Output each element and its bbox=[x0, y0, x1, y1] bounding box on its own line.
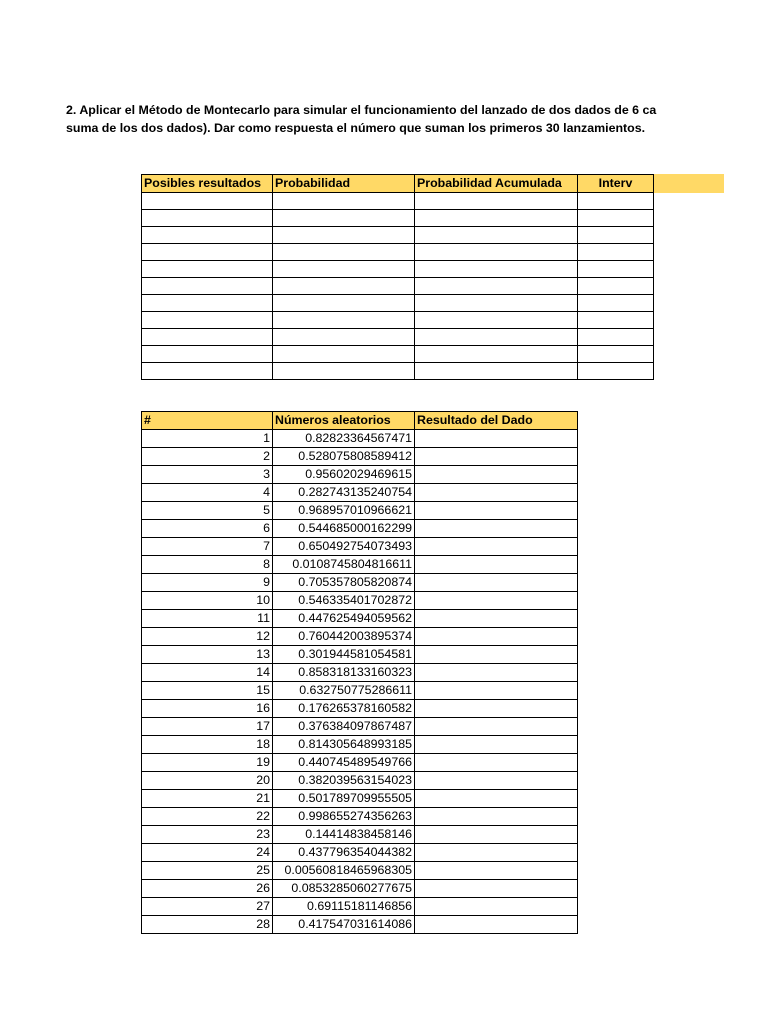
probability-row bbox=[142, 346, 654, 363]
random-row bbox=[142, 736, 578, 754]
dice-result-cell[interactable] bbox=[415, 808, 578, 826]
header-numeros-aleatorios[interactable]: Números aleatorios bbox=[273, 412, 415, 430]
probability-cell[interactable] bbox=[578, 329, 654, 346]
random-number-cell[interactable]: 0.0853285060277675 bbox=[273, 880, 415, 898]
dice-result-cell[interactable] bbox=[415, 736, 578, 754]
probability-cell[interactable] bbox=[142, 193, 273, 210]
random-row bbox=[142, 862, 578, 880]
random-number-cell[interactable]: 0.760442003895374 bbox=[273, 628, 415, 646]
row-index-cell[interactable]: 21 bbox=[142, 790, 273, 808]
probability-row bbox=[142, 227, 654, 244]
probability-cell[interactable] bbox=[142, 278, 273, 295]
dice-result-cell[interactable] bbox=[415, 862, 578, 880]
random-number-cell[interactable]: 0.00560818465968305 bbox=[273, 862, 415, 880]
row-index-cell[interactable]: 19 bbox=[142, 754, 273, 772]
header-fill-overflow bbox=[653, 174, 724, 193]
probability-cell[interactable] bbox=[273, 210, 415, 227]
row-index-cell[interactable]: 18 bbox=[142, 736, 273, 754]
random-number-cell[interactable]: 0.968957010966621 bbox=[273, 502, 415, 520]
dice-result-cell[interactable] bbox=[415, 700, 578, 718]
row-index-cell[interactable]: 23 bbox=[142, 826, 273, 844]
random-number-cell[interactable]: 0.998655274356263 bbox=[273, 808, 415, 826]
random-row bbox=[142, 700, 578, 718]
probability-cell[interactable] bbox=[142, 244, 273, 261]
dice-result-cell[interactable] bbox=[415, 898, 578, 916]
probability-cell[interactable] bbox=[273, 312, 415, 329]
probability-row bbox=[142, 193, 654, 210]
dice-result-cell[interactable] bbox=[415, 754, 578, 772]
row-index-cell[interactable]: 22 bbox=[142, 808, 273, 826]
random-number-cell[interactable]: 0.82823364567471 bbox=[273, 430, 415, 448]
random-row bbox=[142, 430, 578, 448]
random-row bbox=[142, 790, 578, 808]
instructions-line-1: 2. Aplicar el Método de Montecarlo para simular el funcionamiento del lanzado de dos dados de 6 ca bbox=[66, 103, 657, 117]
row-index-cell[interactable]: 10 bbox=[142, 592, 273, 610]
row-index-cell[interactable]: 16 bbox=[142, 700, 273, 718]
random-row bbox=[142, 628, 578, 646]
random-row bbox=[142, 880, 578, 898]
dice-result-cell[interactable] bbox=[415, 484, 578, 502]
random-row bbox=[142, 844, 578, 862]
random-number-cell[interactable]: 0.501789709955505 bbox=[273, 790, 415, 808]
random-number-cell[interactable]: 0.14414838458146 bbox=[273, 826, 415, 844]
probability-cell[interactable] bbox=[578, 278, 654, 295]
probability-cell[interactable] bbox=[415, 210, 578, 227]
random-row bbox=[142, 592, 578, 610]
probability-cell[interactable] bbox=[273, 193, 415, 210]
probability-row bbox=[142, 295, 654, 312]
dice-result-cell[interactable] bbox=[415, 718, 578, 736]
random-table-header bbox=[142, 412, 578, 430]
random-row bbox=[142, 808, 578, 826]
dice-result-cell[interactable] bbox=[415, 556, 578, 574]
probability-cell[interactable] bbox=[415, 278, 578, 295]
probability-cell[interactable] bbox=[578, 295, 654, 312]
probability-table bbox=[141, 174, 654, 380]
random-row bbox=[142, 538, 578, 556]
row-index-cell[interactable]: 24 bbox=[142, 844, 273, 862]
random-number-cell[interactable]: 0.382039563154023 bbox=[273, 772, 415, 790]
dice-result-cell[interactable] bbox=[415, 664, 578, 682]
dice-result-cell[interactable] bbox=[415, 880, 578, 898]
row-index-cell[interactable]: 1 bbox=[142, 430, 273, 448]
probability-cell[interactable] bbox=[578, 312, 654, 329]
dice-result-cell[interactable] bbox=[415, 502, 578, 520]
probability-row bbox=[142, 261, 654, 278]
probability-cell[interactable] bbox=[415, 227, 578, 244]
row-index-cell[interactable]: 25 bbox=[142, 862, 273, 880]
probability-cell[interactable] bbox=[142, 363, 273, 380]
random-row bbox=[142, 502, 578, 520]
random-number-cell[interactable]: 0.544685000162299 bbox=[273, 520, 415, 538]
random-number-cell[interactable]: 0.417547031614086 bbox=[273, 916, 415, 934]
probability-row bbox=[142, 312, 654, 329]
random-number-cell[interactable]: 0.301944581054581 bbox=[273, 646, 415, 664]
random-number-cell[interactable]: 0.440745489549766 bbox=[273, 754, 415, 772]
probability-cell[interactable] bbox=[578, 227, 654, 244]
row-index-cell[interactable]: 7 bbox=[142, 538, 273, 556]
random-number-cell[interactable]: 0.282743135240754 bbox=[273, 484, 415, 502]
dice-result-cell[interactable] bbox=[415, 826, 578, 844]
random-row bbox=[142, 556, 578, 574]
probability-cell[interactable] bbox=[415, 193, 578, 210]
dice-result-cell[interactable] bbox=[415, 646, 578, 664]
random-number-cell[interactable]: 0.0108745804816611 bbox=[273, 556, 415, 574]
dice-result-cell[interactable] bbox=[415, 844, 578, 862]
probability-cell[interactable] bbox=[415, 312, 578, 329]
probability-cell[interactable] bbox=[142, 261, 273, 278]
dice-result-cell[interactable] bbox=[415, 466, 578, 484]
row-index-cell[interactable]: 15 bbox=[142, 682, 273, 700]
dice-result-cell[interactable] bbox=[415, 610, 578, 628]
random-row bbox=[142, 448, 578, 466]
probability-cell[interactable] bbox=[273, 329, 415, 346]
row-index-cell[interactable]: 13 bbox=[142, 646, 273, 664]
dice-result-cell[interactable] bbox=[415, 790, 578, 808]
row-index-cell[interactable]: 6 bbox=[142, 520, 273, 538]
row-index-cell[interactable]: 14 bbox=[142, 664, 273, 682]
probability-cell[interactable] bbox=[415, 244, 578, 261]
row-index-cell[interactable]: 27 bbox=[142, 898, 273, 916]
random-row bbox=[142, 484, 578, 502]
probability-cell[interactable] bbox=[415, 329, 578, 346]
dice-result-cell[interactable] bbox=[415, 538, 578, 556]
probability-row bbox=[142, 329, 654, 346]
probability-cell[interactable] bbox=[578, 363, 654, 380]
header-probabilidad-acumulada[interactable]: Probabilidad Acumulada bbox=[415, 175, 578, 193]
probability-cell[interactable] bbox=[415, 261, 578, 278]
dice-result-cell[interactable] bbox=[415, 574, 578, 592]
row-index-cell[interactable]: 20 bbox=[142, 772, 273, 790]
random-row bbox=[142, 754, 578, 772]
probability-cell[interactable] bbox=[273, 295, 415, 312]
probability-cell[interactable] bbox=[273, 227, 415, 244]
probability-cell[interactable] bbox=[142, 329, 273, 346]
dice-result-cell[interactable] bbox=[415, 592, 578, 610]
probability-cell[interactable] bbox=[142, 210, 273, 227]
random-number-cell[interactable]: 0.632750775286611 bbox=[273, 682, 415, 700]
random-row bbox=[142, 772, 578, 790]
header-posibles-resultados[interactable]: Posibles resultados bbox=[142, 175, 273, 193]
row-index-cell[interactable]: 8 bbox=[142, 556, 273, 574]
random-number-cell[interactable]: 0.858318133160323 bbox=[273, 664, 415, 682]
probability-row bbox=[142, 278, 654, 295]
probability-row bbox=[142, 363, 654, 380]
random-row bbox=[142, 520, 578, 538]
random-number-cell[interactable]: 0.705357805820874 bbox=[273, 574, 415, 592]
header-number[interactable]: # bbox=[142, 412, 273, 430]
probability-cell[interactable] bbox=[273, 363, 415, 380]
probability-row bbox=[142, 210, 654, 227]
row-index-cell[interactable]: 11 bbox=[142, 610, 273, 628]
probability-cell[interactable] bbox=[142, 312, 273, 329]
probability-cell[interactable] bbox=[578, 261, 654, 278]
random-row bbox=[142, 610, 578, 628]
probability-cell[interactable] bbox=[273, 261, 415, 278]
row-index-cell[interactable]: 4 bbox=[142, 484, 273, 502]
instructions-line-2: suma de los dos dados). Dar como respuesta el número que suman los primeros 30 lanzamientos. bbox=[66, 121, 646, 135]
probability-cell[interactable] bbox=[273, 346, 415, 363]
random-number-cell[interactable]: 0.176265378160582 bbox=[273, 700, 415, 718]
random-row bbox=[142, 718, 578, 736]
random-numbers-table bbox=[141, 411, 578, 934]
row-index-cell[interactable]: 17 bbox=[142, 718, 273, 736]
probability-cell[interactable] bbox=[578, 244, 654, 261]
dice-result-cell[interactable] bbox=[415, 628, 578, 646]
random-number-cell[interactable]: 0.528075808589412 bbox=[273, 448, 415, 466]
random-row bbox=[142, 664, 578, 682]
header-intervalo[interactable]: Interv bbox=[578, 175, 654, 193]
dice-result-cell[interactable] bbox=[415, 682, 578, 700]
probability-cell[interactable] bbox=[578, 210, 654, 227]
dice-result-cell[interactable] bbox=[415, 772, 578, 790]
row-index-cell[interactable]: 28 bbox=[142, 916, 273, 934]
random-row bbox=[142, 898, 578, 916]
random-row bbox=[142, 826, 578, 844]
row-index-cell[interactable]: 26 bbox=[142, 880, 273, 898]
random-number-cell[interactable]: 0.69115181146856 bbox=[273, 898, 415, 916]
probability-cell[interactable] bbox=[578, 193, 654, 210]
random-number-cell[interactable]: 0.447625494059562 bbox=[273, 610, 415, 628]
probability-cell[interactable] bbox=[142, 346, 273, 363]
random-number-cell[interactable]: 0.437796354044382 bbox=[273, 844, 415, 862]
header-probabilidad[interactable]: Probabilidad bbox=[273, 175, 415, 193]
dice-result-cell[interactable] bbox=[415, 430, 578, 448]
probability-row bbox=[142, 244, 654, 261]
dice-result-cell[interactable] bbox=[415, 448, 578, 466]
random-row bbox=[142, 574, 578, 592]
header-resultado-del-dado[interactable]: Resultado del Dado bbox=[415, 412, 578, 430]
probability-cell[interactable] bbox=[142, 227, 273, 244]
row-index-cell[interactable]: 3 bbox=[142, 466, 273, 484]
row-index-cell[interactable]: 9 bbox=[142, 574, 273, 592]
probability-table-header bbox=[142, 175, 654, 193]
probability-cell[interactable] bbox=[142, 295, 273, 312]
probability-cell[interactable] bbox=[578, 346, 654, 363]
random-row bbox=[142, 916, 578, 934]
probability-cell[interactable] bbox=[273, 244, 415, 261]
random-row bbox=[142, 466, 578, 484]
random-number-cell[interactable]: 0.95602029469615 bbox=[273, 466, 415, 484]
row-index-cell[interactable]: 12 bbox=[142, 628, 273, 646]
probability-cell[interactable] bbox=[415, 295, 578, 312]
dice-result-cell[interactable] bbox=[415, 520, 578, 538]
random-number-cell[interactable]: 0.650492754073493 bbox=[273, 538, 415, 556]
probability-cell[interactable] bbox=[273, 278, 415, 295]
probability-cell[interactable] bbox=[415, 363, 578, 380]
random-row bbox=[142, 646, 578, 664]
row-index-cell[interactable]: 5 bbox=[142, 502, 273, 520]
probability-cell[interactable] bbox=[415, 346, 578, 363]
random-row bbox=[142, 682, 578, 700]
random-number-cell[interactable]: 0.546335401702872 bbox=[273, 592, 415, 610]
dice-result-cell[interactable] bbox=[415, 916, 578, 934]
instructions-text bbox=[66, 101, 768, 137]
row-index-cell[interactable]: 2 bbox=[142, 448, 273, 466]
random-number-cell[interactable]: 0.814305648993185 bbox=[273, 736, 415, 754]
random-number-cell[interactable]: 0.376384097867487 bbox=[273, 718, 415, 736]
